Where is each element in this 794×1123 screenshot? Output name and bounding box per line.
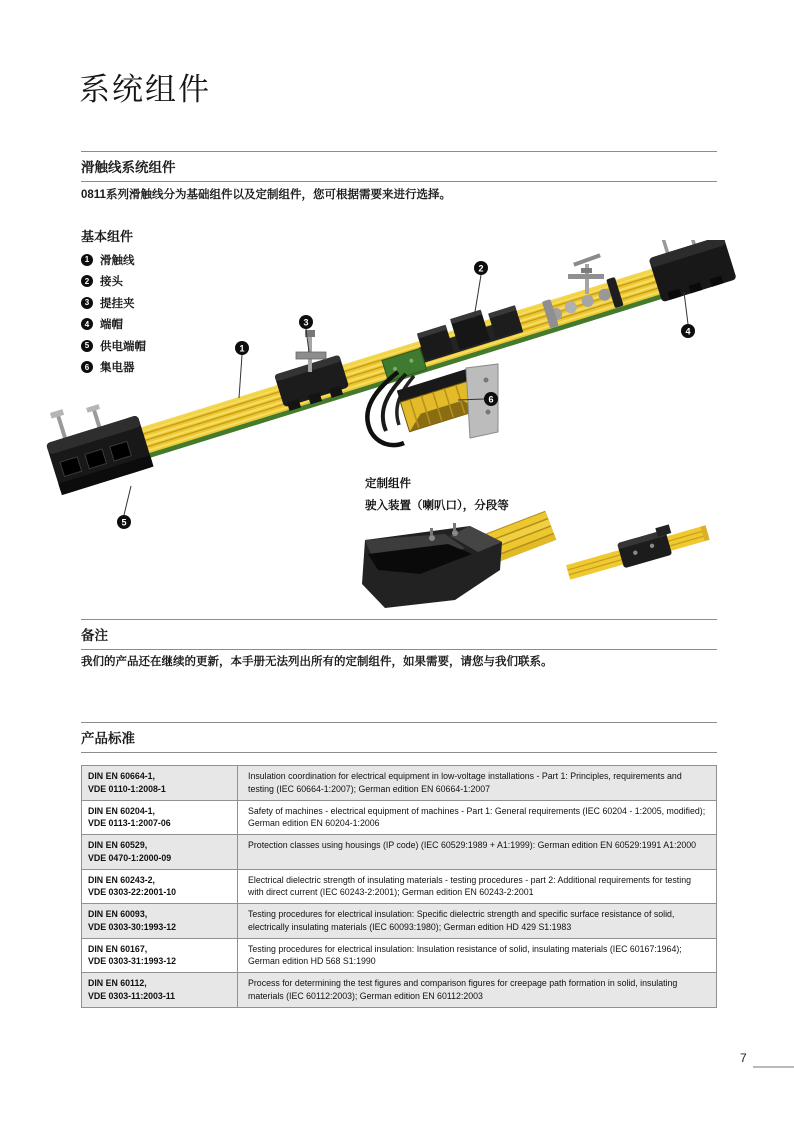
list-item [81,314,146,336]
standard-code-line1: DIN EN 60093, [88,909,148,919]
standard-code-line2: VDE 0113-1:2007-06 [88,818,171,829]
standard-desc-cell: Process for determining the test figures and comparison figures for creepage path formation in solid, insulating materials (IEC 60112:2003); German edition EN 60112:2003 [238,973,717,1008]
standard-code-line2: VDE 0303-30:1993-12 [88,921,177,932]
standard-code-line1: DIN EN 60529, [88,840,148,850]
list-item [81,292,146,314]
callout-1-badge: 1 [239,343,245,354]
hanger-clamp [274,355,351,412]
bullet-5-badge: 5 [81,340,93,352]
standard-desc-cell: Safety of machines - electrical equipment of machines - Part 1: General requirements (IEC 60204 - 1:2005, modified); German edition EN 60204-1:2006 [238,800,717,835]
footer-rule [753,1066,794,1068]
list-item-label: 滑触线 [100,254,135,267]
standard-code-cell [82,835,238,870]
standard-code-line1: DIN EN 60112, [88,978,147,988]
bullet-6-badge: 6 [81,361,93,373]
page-title: 系统组件 [79,72,211,107]
standard-desc-cell: Insulation coordination for electrical equipment in low-voltage installations - Part 1: Principles, requirements and testing (IEC 60664-1:2007); German edition EN 60664-1:2007 [238,766,717,801]
standard-code-cell [82,869,238,904]
notes-heading-label: 备注 [81,628,108,643]
callout-5-badge: 5 [121,517,127,528]
standard-desc-cell: Protection classes using housings (IP code) (IEC 60529:1989 + A1:1999): German edition EN 60529:1991 A1:2000 [238,835,717,870]
standard-code-cell [82,904,238,939]
list-item-label: 端帽 [100,319,123,332]
table-row [82,766,717,801]
standard-desc-cell: Testing procedures for electrical insulation: Specific dielectric strength and specific surface resistance of solid, electrically insulating materials (IEC 60093:1980); German edition HD 429 S1:1983 [238,904,717,939]
standard-code-line1: DIN EN 60167, [88,943,148,954]
section-heading-standards [81,722,717,753]
list-item-label: 供电端帽 [100,340,146,353]
list-item [81,357,146,379]
bullet-3-badge: 3 [81,297,93,309]
standard-code-line2: VDE 0303-31:1993-12 [88,956,177,967]
standard-desc-cell: Electrical dielectric strength of insulating materials - testing procedures - part 2: Additional requirements for testing with direct current (IEC 60243-2:2001); German edition EN 60243-2:2001 [238,869,717,904]
standard-code-line1: DIN EN 60664-1, [88,771,155,781]
power-feed-end-cap [38,388,154,495]
bullet-1-badge: 1 [81,254,93,266]
intro-text: 0811系列滑触线分为基础组件以及定制组件，您可根据需要来进行选择。 [81,189,451,201]
section-heading-components [81,151,717,182]
page-number: 7 [740,1051,747,1065]
table-row [82,904,717,939]
standards-heading-label: 产品标准 [81,731,135,746]
standards-table [81,765,717,1008]
callout-4-badge: 4 [685,326,691,337]
standard-code-line1: DIN EN 60243-2, [88,874,155,885]
standard-code-cell [82,800,238,835]
table-row [82,869,717,904]
list-item [81,335,146,357]
section-heading-components-label: 滑触线系统组件 [81,160,176,175]
list-item [81,249,146,271]
standard-code-line1: DIN EN 60204-1, [88,805,155,816]
standard-code-line2: VDE 0303-11:2003-11 [88,990,176,1001]
basic-components-list [81,249,146,378]
funnel-entry-figure [362,511,556,608]
standard-code-cell [82,938,238,973]
list-item-label: 提挂夹 [100,297,135,310]
standard-desc-cell: Testing procedures for electrical insulation: Insulation resistance of solid, insulating materials (IEC 60167:1964); German edition HD 568 S1:1990 [238,938,717,973]
basic-components-heading: 基本组件 [81,229,134,244]
section-heading-notes [81,619,717,650]
bullet-4-badge: 4 [81,318,93,330]
standard-code-line2: VDE 0303-22:2001-10 [88,887,177,898]
standard-code-cell [82,973,238,1008]
notes-text: 我们的产品还在继续的更新，本手册无法列出所有的定制组件，如果需要，请您与我们联系。 [81,656,553,668]
table-row [82,800,717,835]
standard-code-cell [82,766,238,801]
custom-components-description: 驶入装置（喇叭口），分段等 [365,500,509,512]
segment-joint-figure [563,515,711,584]
list-item [81,271,146,293]
callout-2-badge: 2 [478,263,484,274]
callout-3-badge: 3 [303,317,309,328]
table-row [82,973,717,1008]
standard-code-line2: VDE 0110-1:2008-1 [88,783,166,794]
bullet-2-badge: 2 [81,275,93,287]
custom-components-heading: 定制组件 [365,478,411,490]
list-item-label: 集电器 [100,362,135,375]
table-row [82,835,717,870]
table-row [82,938,717,973]
list-item-label: 接头 [100,276,123,289]
callout-6-badge: 6 [488,394,494,405]
standard-code-line2: VDE 0470-1:2000-09 [88,852,172,863]
